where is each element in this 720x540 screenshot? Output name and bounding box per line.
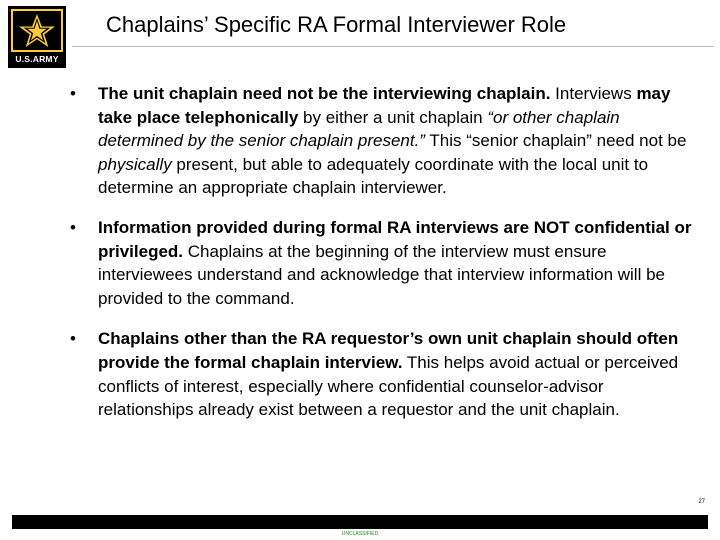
bullet-text-segment: Information provided during formal RA interviews are NOT confidential or privileged. — [98, 217, 692, 261]
bullet-text-segment: present, but able to adequately coordinate with the local unit to determine an appropriate chaplain interviewer. — [98, 154, 649, 198]
bullet-text-segment: Chaplains at the beginning of the interview must ensure interviewees understand and acknowledge that interview information will be provided to the command. — [98, 241, 665, 308]
us-army-logo — [8, 6, 66, 68]
bullet-text-segment: This “senior chaplain” need not be — [424, 131, 687, 151]
bullet-item — [58, 327, 698, 421]
bullet-marker: • — [70, 84, 76, 103]
bullet-item — [58, 82, 698, 200]
bullet-text-segment: The unit chaplain need not be the interviewing chaplain. — [98, 84, 551, 103]
classification-label: UNCLASSIFIED — [341, 531, 379, 537]
bullet-item — [58, 216, 698, 310]
logo-text: U.S.ARMY — [15, 54, 59, 64]
bullet-text-segment: may take place telephonically — [98, 84, 671, 127]
bullet-text-segment: This helps avoid actual or perceived conflicts of interest, especially where confidential counselor-advisor relationships already exist between a requestor and the unit chaplain. — [98, 352, 679, 420]
bullet-text-segment: physically — [98, 154, 172, 174]
footer-bar — [12, 515, 708, 529]
bullet-marker: • — [70, 329, 76, 349]
bullet-text-segment: by either a unit chaplain — [298, 107, 488, 127]
bullet-text-segment: Chaplains other than the RA requestor’s own unit chaplain should often provide the formal chaplain interview. — [98, 329, 679, 372]
slide-title: Chaplains’ Specific RA Formal Interviewer Role — [106, 12, 567, 37]
page-number: 27 — [698, 499, 705, 505]
bullet-text-segment: Interviews — [550, 84, 637, 103]
bullet-text-segment: “or other chaplain determined by the senior chaplain present.” — [98, 107, 620, 151]
bullet-list — [58, 82, 698, 438]
title-divider — [72, 46, 714, 47]
bullet-marker: • — [70, 217, 76, 237]
